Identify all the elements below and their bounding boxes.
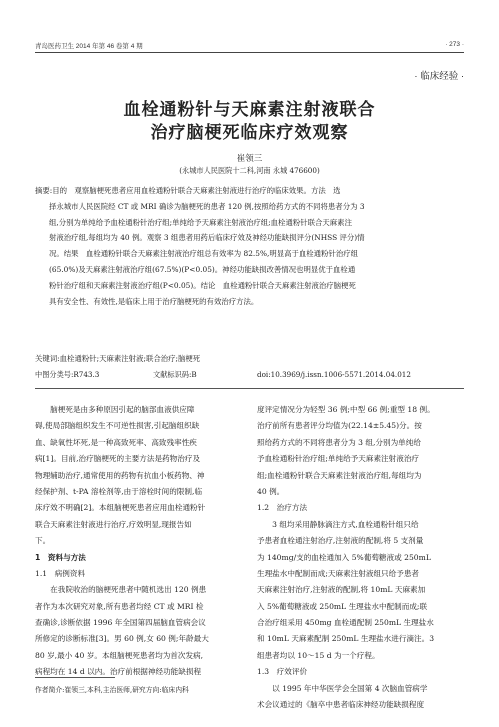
- doi: doi:10.3969/j.issn.1006-5571.2014.04.012: [257, 370, 411, 379]
- body-text-line: 天麻素注射治疗,注射液的配制,将 10mL 天麻素加: [257, 585, 426, 595]
- body-text-line: 予患者血栓通注射治疗,注射液的配制,将 5 支剂量: [257, 536, 424, 546]
- body-text-line: 生理盐水中配制而成;天麻素注射液组只给予患者: [257, 568, 420, 578]
- body-text-line: 1.1 病例资料: [35, 568, 86, 578]
- body-text-line: 在我院收治的脑梗死患者中随机选出 120 例患: [35, 585, 207, 595]
- body-text-line: 碍,使局部脑组织发生不可逆性损害,引起脑组织缺: [35, 421, 200, 431]
- body-text-line: 和 10mL 天麻素配制 250mL 生理盐水进行滴注。3: [257, 634, 435, 644]
- body-text-line: 所修定的诊断标准[3]。男 60 例,女 60 例;年龄最大: [35, 634, 209, 644]
- body-text-line: 血、缺氧性坏死,是一种高致死率、高致残率性疾: [35, 437, 197, 447]
- body-text-line: 照给药方式的不同将患者分为 3 组,分别为单纯给: [257, 437, 421, 447]
- page-number: · 273 ·: [445, 41, 464, 48]
- body-text-line: 80 岁,最小 40 岁。本组脑梗死患者均为首次发病,: [35, 650, 204, 660]
- body-text-line: 1.3 疗效评价: [257, 667, 308, 677]
- body-text-line: 床疗效不明确[2]。本组脑梗死患者应用血栓通粉针: [35, 503, 206, 513]
- body-text-line: 查确诊,诊断依据 1996 年全国第四届脑血管病会议: [35, 618, 206, 628]
- body-text-line: 40 例。: [257, 486, 285, 496]
- body-text-line: 术会议通过的《脑卒中患者临床神经功能缺损程度: [257, 700, 425, 710]
- abstract-line: 况。结果 血栓通粉针联合天麻素注射液治疗组总有效率为 82.5%,明显高于血栓通粉针治疗组: [49, 249, 359, 259]
- body-right-column: [257, 402, 465, 713]
- article-title-line1: 血栓通粉针与天麻素注射液联合: [123, 100, 376, 120]
- body-text-line: 以 1995 年中华医学会全国第 4 次脑血管病学: [257, 683, 428, 693]
- body-text-line: 物理辅助治疗,通常使用的药物有抗血小板药物、神: [35, 470, 205, 480]
- author-footnote: 作者简介:崔领三,本科,主治医师,研究方向:临床内科: [35, 686, 189, 694]
- document-code: 文献标识码:B: [153, 370, 197, 379]
- body-text-line: 治疗前所有患者评分均值为(22.14±5.45)分。按: [257, 421, 422, 431]
- abstract-line: (65.0%)及天麻素注射液治疗组(67.5%)(P<0.05)。神经功能缺损改善情况也明显优于血栓通: [49, 264, 356, 274]
- body-left-column: [35, 402, 243, 681]
- abstract-line: 粉针治疗组和天麻素注射液治疗组(P<0.05)。结论 血栓通粉针联合天麻素注射液治疗脑梗死: [49, 280, 356, 290]
- section-heading: 1 资料与方法: [35, 552, 86, 562]
- body-text-line: 1.2 治疗方法: [257, 503, 308, 513]
- clc-number: 中图分类号:R743.3: [35, 370, 100, 379]
- abstract-line: 具有安全性、有效性,是临床上用于治疗脑梗死的有效治疗方法。: [49, 296, 259, 306]
- body-text-line: 病程均在 14 d 以内。治疗前根据神经功能缺损程: [35, 667, 202, 677]
- abstract-line: 择永城市人民医院经 CT 或 MRI 确诊为脑梗死的患者 120 例,按照给药方式的不同将患者分为 3: [49, 201, 365, 211]
- body-text-line: 合治疗组采用 450mg 血栓通配制 250mL 生理盐水: [257, 618, 434, 628]
- body-text-line: 者作为本次研究对象,所有患者均经 CT 或 MRI 检: [35, 601, 204, 611]
- keywords: 关键词:血栓通粉针;天麻素注射液;联合治疗;脑梗死: [35, 354, 201, 363]
- affiliation: (永城市人民医院十二科,河南 永城 476600): [179, 166, 320, 175]
- body-text-line: 度评定情况分为轻型 36 例;中型 66 例;重型 18 例。: [257, 405, 435, 414]
- body-text-line: 为 140mg/支的血栓通加入 5%葡萄糖液或 250mL: [257, 552, 431, 562]
- header-rule: [35, 52, 464, 53]
- article-title-line2: 治疗脑梗死临床疗效观察: [150, 123, 349, 143]
- body-text-line: 下。: [35, 536, 51, 546]
- body-text-line: 经保护剂、t-PA 溶栓剂等,由于溶栓时间的限制,临: [35, 486, 203, 496]
- body-text-line: 组患者均以 10～15 d 为一个疗程。: [257, 650, 380, 660]
- abstract-line: 摘要:目的 观察脑梗死患者应用血栓通粉针联合天麻素注射液进行治疗的临床效果。方法 选: [35, 186, 341, 195]
- body-text-line: 入 5%葡萄糖液或 250mL 生理盐水中配制而成;联: [257, 601, 428, 611]
- body-text-line: 予血栓通粉针治疗组;单纯给予天麻素注射液治疗: [257, 454, 420, 464]
- body-text-line: 联合天麻素注射液进行治疗,疗效明显,现报告如: [35, 519, 192, 529]
- footnote-rule: [35, 677, 115, 678]
- body-text-line: 脑梗死是由多种原因引起的脑部血液供应障: [35, 405, 195, 414]
- abstract-line: 射液治疗组,每组均为 40 例。观察 3 组患者用药后临床疗效及神经功能缺损评分(NHSS 评分)情: [49, 233, 365, 243]
- section-label: · 临床经验 ·: [414, 71, 464, 82]
- abstract-line: 组,分别为单纯给予血栓通粉针治疗组;单纯给予天麻素注射液治疗组;血栓通粉针联合天麻素注: [49, 217, 352, 227]
- body-text-line: 3 组均采用静脉滴注方式,血栓通粉针组只给: [257, 519, 419, 529]
- abstract-separator: [35, 388, 464, 389]
- body-text-line: 病[1]。目前,治疗脑梗死的主要方法是药物治疗及: [35, 454, 201, 464]
- journal-info: 青岛医药卫生 2014 年第 46 卷第 4 期: [35, 43, 143, 50]
- abstract: [35, 183, 465, 309]
- body-text-line: 组;血栓通粉针联合天麻素注射液治疗组,每组均为: [257, 470, 422, 480]
- author: 崔领三: [236, 154, 263, 164]
